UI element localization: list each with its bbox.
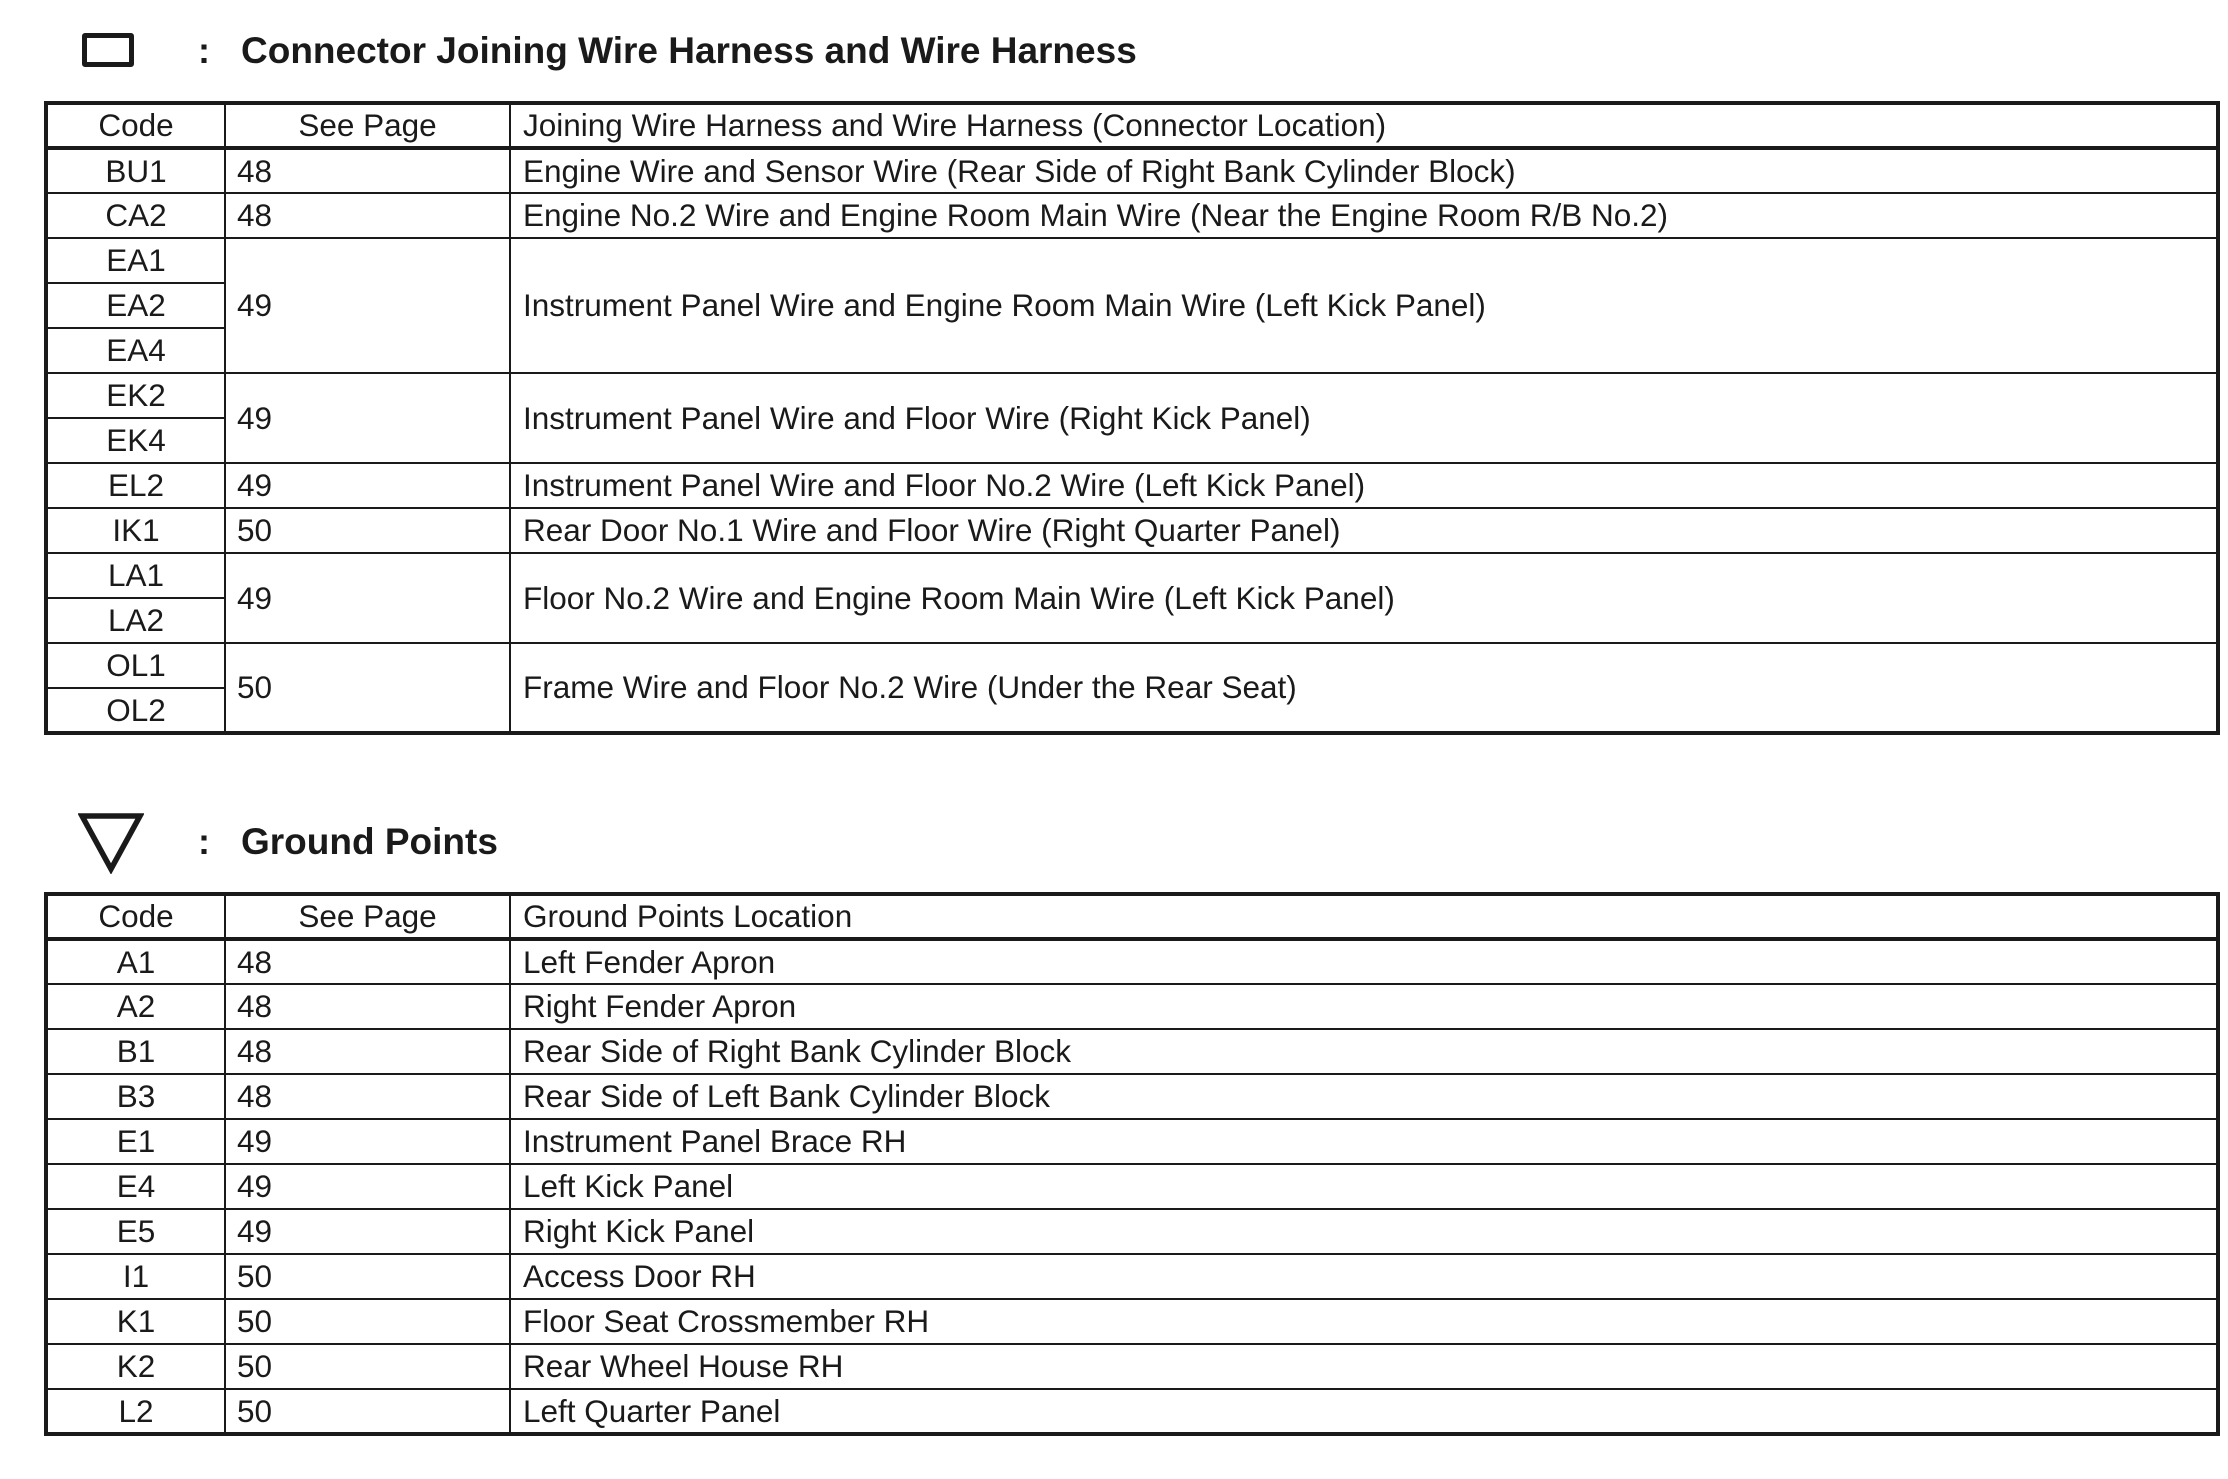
header-location: Ground Points Location: [510, 894, 2218, 939]
ground-code: K2: [46, 1344, 225, 1389]
header-see-page: See Page: [225, 894, 510, 939]
table-row: [46, 193, 2218, 238]
see-page: 49: [225, 1209, 510, 1254]
connector-code: LA2: [46, 598, 225, 643]
table-row: [46, 984, 2218, 1029]
table-row: [46, 553, 2218, 598]
header-see-page: See Page: [225, 103, 510, 148]
see-page: 48: [225, 984, 510, 1029]
connector-code: EA1: [46, 238, 225, 283]
ground-location: Floor Seat Crossmember RH: [510, 1299, 2218, 1344]
table-row: [46, 643, 2218, 688]
ground-code: K1: [46, 1299, 225, 1344]
see-page: 48: [225, 1029, 510, 1074]
table-row: [46, 1254, 2218, 1299]
header-location: Joining Wire Harness and Wire Harness (Connector Location): [510, 103, 2218, 148]
connector-code: LA1: [46, 553, 225, 598]
see-page: 49: [225, 373, 510, 463]
ground-code: A1: [46, 939, 225, 984]
ground-location: Right Fender Apron: [510, 984, 2218, 1029]
connector-location: Engine Wire and Sensor Wire (Rear Side of Right Bank Cylinder Block): [510, 148, 2218, 193]
connector-code: CA2: [46, 193, 225, 238]
connector-location: Instrument Panel Wire and Floor Wire (Right Kick Panel): [510, 373, 2218, 463]
table-row: [46, 463, 2218, 508]
table-row: [46, 1209, 2218, 1254]
connector-location: Engine No.2 Wire and Engine Room Main Wire (Near the Engine Room R/B No.2): [510, 193, 2218, 238]
see-page: 50: [225, 643, 510, 733]
see-page: 49: [225, 1164, 510, 1209]
connector-location: Floor No.2 Wire and Engine Room Main Wire (Left Kick Panel): [510, 553, 2218, 643]
connector-code: EL2: [46, 463, 225, 508]
ground-code: B3: [46, 1074, 225, 1119]
connector-code: OL1: [46, 643, 225, 688]
connector-code: EK2: [46, 373, 225, 418]
see-page: 48: [225, 1074, 510, 1119]
see-page: 50: [225, 1344, 510, 1389]
see-page: 48: [225, 148, 510, 193]
table-row: [46, 1389, 2218, 1434]
table-row: [46, 1029, 2218, 1074]
ground-code: E1: [46, 1119, 225, 1164]
ground-location: Right Kick Panel: [510, 1209, 2218, 1254]
connector-location: Instrument Panel Wire and Engine Room Main Wire (Left Kick Panel): [510, 238, 2218, 373]
see-page: 48: [225, 939, 510, 984]
ground-code: E5: [46, 1209, 225, 1254]
connector-code: BU1: [46, 148, 225, 193]
table-row: [46, 238, 2218, 283]
ground-section-title: Ground Points: [241, 821, 498, 862]
table-row: [46, 939, 2218, 984]
ground-location: Left Fender Apron: [510, 939, 2218, 984]
ground-title-colon: :: [198, 821, 210, 862]
ground-code: I1: [46, 1254, 225, 1299]
see-page: 49: [225, 1119, 510, 1164]
ground-location: Left Quarter Panel: [510, 1389, 2218, 1434]
connector-table: [44, 101, 2220, 735]
ground-code: L2: [46, 1389, 225, 1434]
connector-code: EA4: [46, 328, 225, 373]
connector-code: IK1: [46, 508, 225, 553]
connector-table-header: [46, 103, 2218, 148]
ground-location: Instrument Panel Brace RH: [510, 1119, 2218, 1164]
ground-code: E4: [46, 1164, 225, 1209]
ground-code: B1: [46, 1029, 225, 1074]
see-page: 49: [225, 238, 510, 373]
ground-table: [44, 892, 2220, 1436]
connector-code: EK4: [46, 418, 225, 463]
header-code: Code: [46, 103, 225, 148]
see-page: 50: [225, 1389, 510, 1434]
see-page: 50: [225, 508, 510, 553]
ground-location: Rear Side of Right Bank Cylinder Block: [510, 1029, 2218, 1074]
connector-title-colon: :: [198, 30, 210, 71]
see-page: 50: [225, 1299, 510, 1344]
table-row: [46, 508, 2218, 553]
see-page: 48: [225, 193, 510, 238]
connector-legend-icon: [82, 33, 134, 67]
ground-location: Rear Side of Left Bank Cylinder Block: [510, 1074, 2218, 1119]
ground-code: A2: [46, 984, 225, 1029]
see-page: 49: [225, 553, 510, 643]
connector-section-title: Connector Joining Wire Harness and Wire Harness: [241, 30, 1137, 71]
ground-location: Access Door RH: [510, 1254, 2218, 1299]
ground-legend-icon: [78, 812, 144, 874]
connector-code: EA2: [46, 283, 225, 328]
connector-location: Rear Door No.1 Wire and Floor Wire (Right Quarter Panel): [510, 508, 2218, 553]
header-code: Code: [46, 894, 225, 939]
ground-location: Left Kick Panel: [510, 1164, 2218, 1209]
ground-table-header: [46, 894, 2218, 939]
table-row: [46, 1299, 2218, 1344]
table-row: [46, 148, 2218, 193]
table-row: [46, 1164, 2218, 1209]
see-page: 50: [225, 1254, 510, 1299]
table-row: [46, 1344, 2218, 1389]
connector-location: Frame Wire and Floor No.2 Wire (Under the Rear Seat): [510, 643, 2218, 733]
table-row: [46, 373, 2218, 418]
see-page: 49: [225, 463, 510, 508]
ground-location: Rear Wheel House RH: [510, 1344, 2218, 1389]
connector-location: Instrument Panel Wire and Floor No.2 Wire (Left Kick Panel): [510, 463, 2218, 508]
connector-code: OL2: [46, 688, 225, 733]
table-row: [46, 1074, 2218, 1119]
table-row: [46, 1119, 2218, 1164]
